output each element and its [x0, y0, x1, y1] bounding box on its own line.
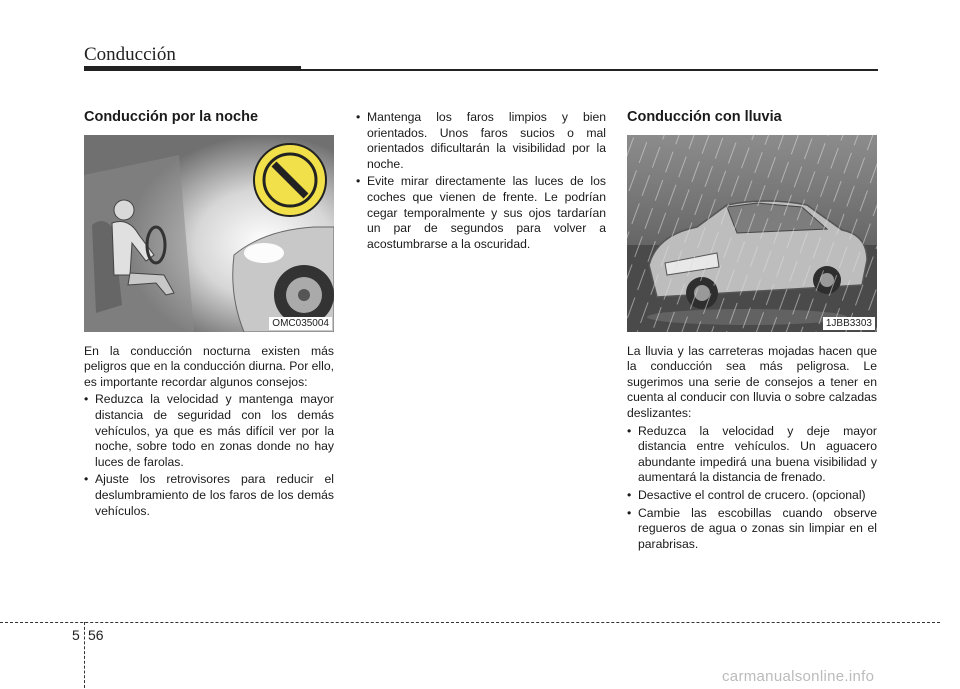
figure-code: 1JBB3303 — [823, 317, 875, 330]
night-scene-image — [84, 135, 334, 332]
page-header-title: Conducción — [84, 44, 176, 65]
tips-list — [356, 110, 606, 252]
night-driving-illustration — [84, 135, 334, 332]
column-night-driving-cont — [356, 110, 606, 252]
page-number: 56 — [88, 627, 104, 643]
list-item: • Ajuste los retrovisores para reducir el deslumbramiento de los faros de los demás vehículos. — [84, 472, 334, 519]
list-item: • Cambie las escobillas cuando observe regueros de agua o zonas sin limpiar en el parabrisas. — [627, 506, 877, 553]
rain-scene-image — [627, 135, 877, 332]
tips-list — [627, 424, 877, 553]
watermark: carmanualsonline.info — [722, 668, 875, 685]
footer-vertical-divider — [84, 622, 85, 688]
header-rule-thin — [301, 69, 878, 71]
figure-code: OMC035004 — [269, 317, 332, 330]
column-rain-driving — [627, 110, 877, 552]
list-item: • Evite mirar directamente las luces de los coches que vienen de frente. Le podrían cegar temporalmente y sus ojos tardarían un par de segundos para volver a acostumbrarse a la oscuridad. — [356, 174, 606, 252]
chapter-number: 5 — [72, 627, 80, 643]
section-heading-rain: Conducción con lluvia — [627, 109, 782, 125]
list-item: • Desactive el control de crucero. (opcional) — [627, 488, 877, 504]
column-night-driving — [84, 110, 334, 519]
list-item: • Mantenga los faros limpios y bien orientados. Unos faros sucios o mal orientados dificultarán la visibilidad por la noche. — [356, 110, 606, 172]
tips-list — [84, 392, 334, 519]
list-item: • Reduzca la velocidad y deje mayor distancia entre vehículos. Un aguacero abundante impedirá una buena visibilidad y aumentará la distancia de frenado. — [627, 424, 877, 486]
intro-paragraph: La lluvia y las carreteras mojadas hacen que la conducción sea más peligrosa. Le sugerimos una serie de consejos a tener en cuenta al conducir con lluvia o sobre calzadas deslizantes: — [627, 343, 877, 420]
intro-paragraph: En la conducción nocturna existen más peligros que en la conducción diurna. Por ello, es importante recordar algunos consejos: — [84, 343, 335, 389]
header-rule-thick — [84, 66, 301, 71]
rain-driving-illustration — [627, 135, 877, 332]
footer-divider — [0, 622, 940, 623]
section-heading-night: Conducción por la noche — [84, 109, 259, 125]
list-item: • Reduzca la velocidad y mantenga mayor distancia de seguridad con los demás vehículos, ya que es más difícil ver por la noche, sobre todo en zonas donde no hay luces de farolas. — [84, 392, 334, 470]
